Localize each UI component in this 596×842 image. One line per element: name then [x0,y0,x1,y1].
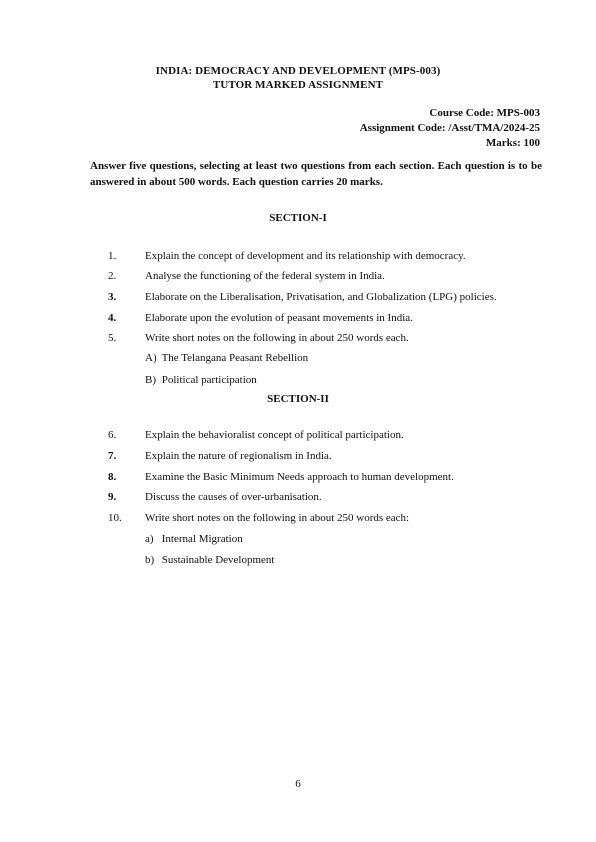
subitem-b [145,372,257,388]
question-5 [0,330,596,346]
question-text: Explain the concept of development and its relationship with democracy. [145,250,466,262]
title-line-2: TUTOR MARKED ASSIGNMENT [212,79,384,91]
question-7 [0,448,596,464]
question-number: 7. [108,450,117,462]
question-2 [0,268,596,284]
page-number: 6 [295,778,301,790]
subitem-text: Political participation [161,374,257,386]
question-text: Explain the behavioralist concept of political participation. [145,429,404,441]
question-number: 4. [108,312,117,324]
subitem-text: Sustainable Development [161,554,275,566]
question-number: 9. [108,491,117,503]
subitem-label: b) [145,554,155,566]
subitem-label: B) [145,374,156,386]
question-text: Elaborate on the Liberalisation, Privatisation, and Globalization (LPG) policies. [145,291,497,303]
question-1 [0,248,596,264]
subitem-label: a) [145,533,154,545]
section-1-title: SECTION-I [269,212,327,224]
section-2-title: SECTION-II [267,393,329,405]
question-4 [0,310,596,326]
subitem-a [145,350,308,366]
assignment-codes [360,106,540,151]
document-title [0,64,596,92]
question-6 [0,427,596,443]
marks: Marks: 100 [485,137,540,149]
subitem-text: The Telangana Peasant Rebellion [161,352,309,364]
question-number: 3. [108,291,117,303]
question-number: 5. [108,332,117,344]
question-text: Examine the Basic Minimum Needs approach to human development. [145,471,454,483]
assignment-code: Assignment Code: /Asst/TMA/2024-25 [359,122,540,134]
question-text: Discuss the causes of over-urbanisation. [145,491,322,503]
subitem-label: A) [145,352,157,364]
instructions: Answer five questions, selecting at least two questions from each section. Each question is to be answered in about 500 words. Each question carries 20 marks. [90,160,542,188]
question-9 [0,489,596,505]
question-3 [0,289,596,305]
question-number: 10. [108,512,122,524]
question-text: Write short notes on the following in about 250 words each: [145,512,410,524]
question-number: 1. [108,250,117,262]
question-number: 2. [108,270,117,282]
question-8 [0,469,596,485]
question-10 [0,510,596,526]
subitem-text: Internal Migration [161,533,243,545]
question-number: 8. [108,471,117,483]
question-text: Write short notes on the following in about 250 words each. [145,332,409,344]
subitem-a [145,531,243,547]
question-number: 6. [108,429,117,441]
title-line-1: INDIA: DEMOCRACY AND DEVELOPMENT (MPS-003) [155,65,441,77]
course-code: Course Code: MPS-003 [429,107,540,119]
question-text: Elaborate upon the evolution of peasant movements in India. [145,312,413,324]
question-text: Explain the nature of regionalism in India. [145,450,332,462]
question-text: Analyse the functioning of the federal system in India. [145,270,385,282]
subitem-b [145,552,274,568]
